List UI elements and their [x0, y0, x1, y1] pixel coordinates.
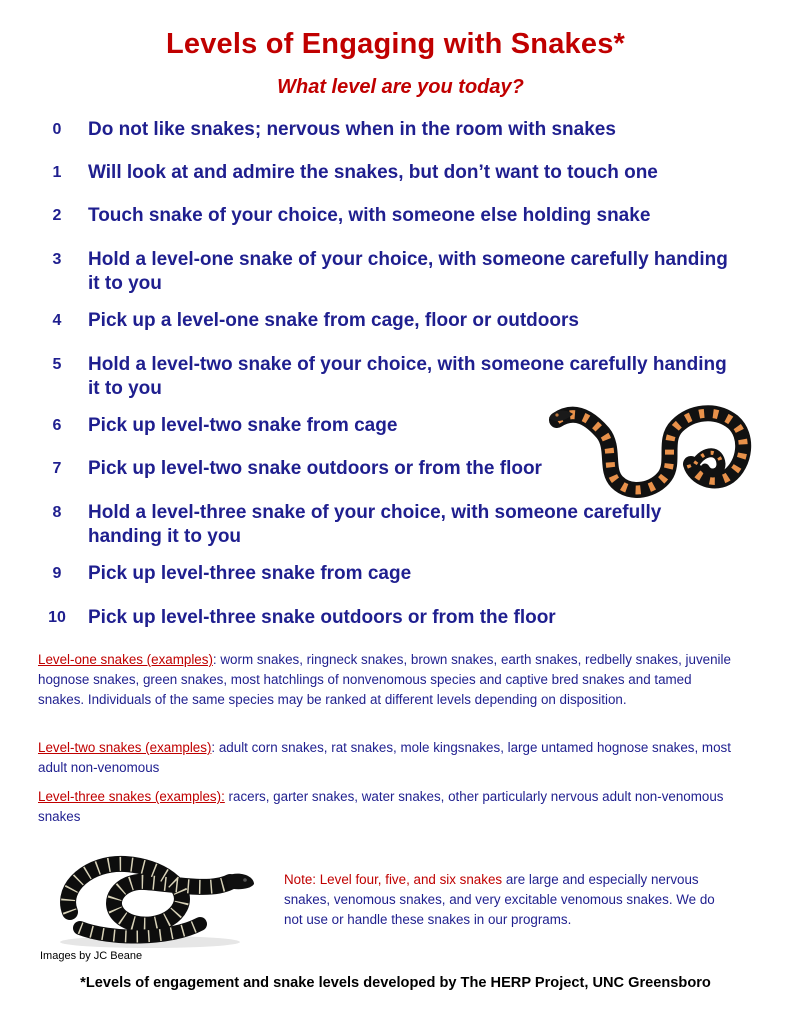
level-number: 5: [52, 356, 62, 373]
level-description: Pick up level-two snake outdoors or from the floor: [88, 458, 542, 479]
level-one-label: Level-one snakes (examples): [38, 652, 213, 667]
level-two-text: : adult corn snakes, rat snakes, mole kingsnakes, large untamed hognose snakes, most adult non-venomous: [38, 740, 731, 775]
level-description: Pick up a level-one snake from cage, floor or outdoors: [88, 310, 579, 331]
note-text: are large and especially nervous snakes, venomous snakes, and very excitable venomous snakes. We do not use or handle these snakes in our programs.: [284, 872, 715, 927]
level-number: 4: [52, 312, 62, 329]
level-description: Touch snake of your choice, with someone else holding snake: [88, 205, 651, 226]
level-number: 3: [52, 251, 62, 268]
level-number: 10: [48, 609, 66, 626]
snake-photo-banded: [545, 378, 755, 506]
level-number: 8: [52, 504, 62, 521]
level-three-text: racers, garter snakes, water snakes, other particularly nervous adult non-venomous snakes: [38, 789, 724, 824]
level-two-label: Level-two snakes (examples): [38, 740, 212, 755]
note-paragraph: [284, 870, 724, 930]
level-number: 7: [52, 460, 62, 477]
level-description: Pick up level-three snake outdoors or from the floor: [88, 607, 556, 628]
level-description: Hold a level-three snake of your choice, with someone carefully handing it to you: [88, 502, 662, 547]
level-description: Will look at and admire the snakes, but don’t want to touch one: [88, 162, 658, 183]
footer-note: *Levels of engagement and snake levels developed by The HERP Project, UNC Greensboro: [80, 975, 711, 991]
page-title: Levels of Engaging with Snakes*: [165, 28, 626, 60]
level-one-examples: [38, 650, 738, 710]
level-description: Pick up level-two snake from cage: [88, 415, 398, 436]
level-number: 0: [52, 121, 62, 138]
level-two-examples: [38, 738, 738, 778]
level-description: Pick up level-three snake from cage: [88, 563, 412, 584]
level-number: 9: [52, 565, 62, 582]
level-description: Hold a level-one snake of your choice, with someone carefully handing it to you: [88, 249, 728, 294]
level-description: Do not like snakes; nervous when in the room with snakes: [88, 119, 616, 140]
page-subtitle: What level are you today?: [277, 76, 524, 98]
level-description: Hold a level-two snake of your choice, with someone carefully handing it to you: [88, 354, 727, 399]
note-label: Note: Level four, five, and six snakes: [284, 872, 503, 887]
image-credit: Images by JC Beane: [40, 950, 143, 962]
level-number: 2: [52, 207, 62, 224]
snake-photo-kingsnake: [40, 832, 276, 952]
level-number: 1: [52, 164, 62, 181]
level-three-label: Level-three snakes (examples):: [38, 789, 225, 804]
level-number: 6: [52, 417, 62, 434]
level-three-examples: [38, 787, 738, 827]
level-one-text: : worm snakes, ringneck snakes, brown snakes, earth snakes, redbelly snakes, juvenile hognose snakes, green snakes, most hatchlings of nonvenomous species and captive bred snakes and tamed snakes. Individuals of the same species may be ranked at different levels depending on disposition.: [38, 652, 731, 707]
